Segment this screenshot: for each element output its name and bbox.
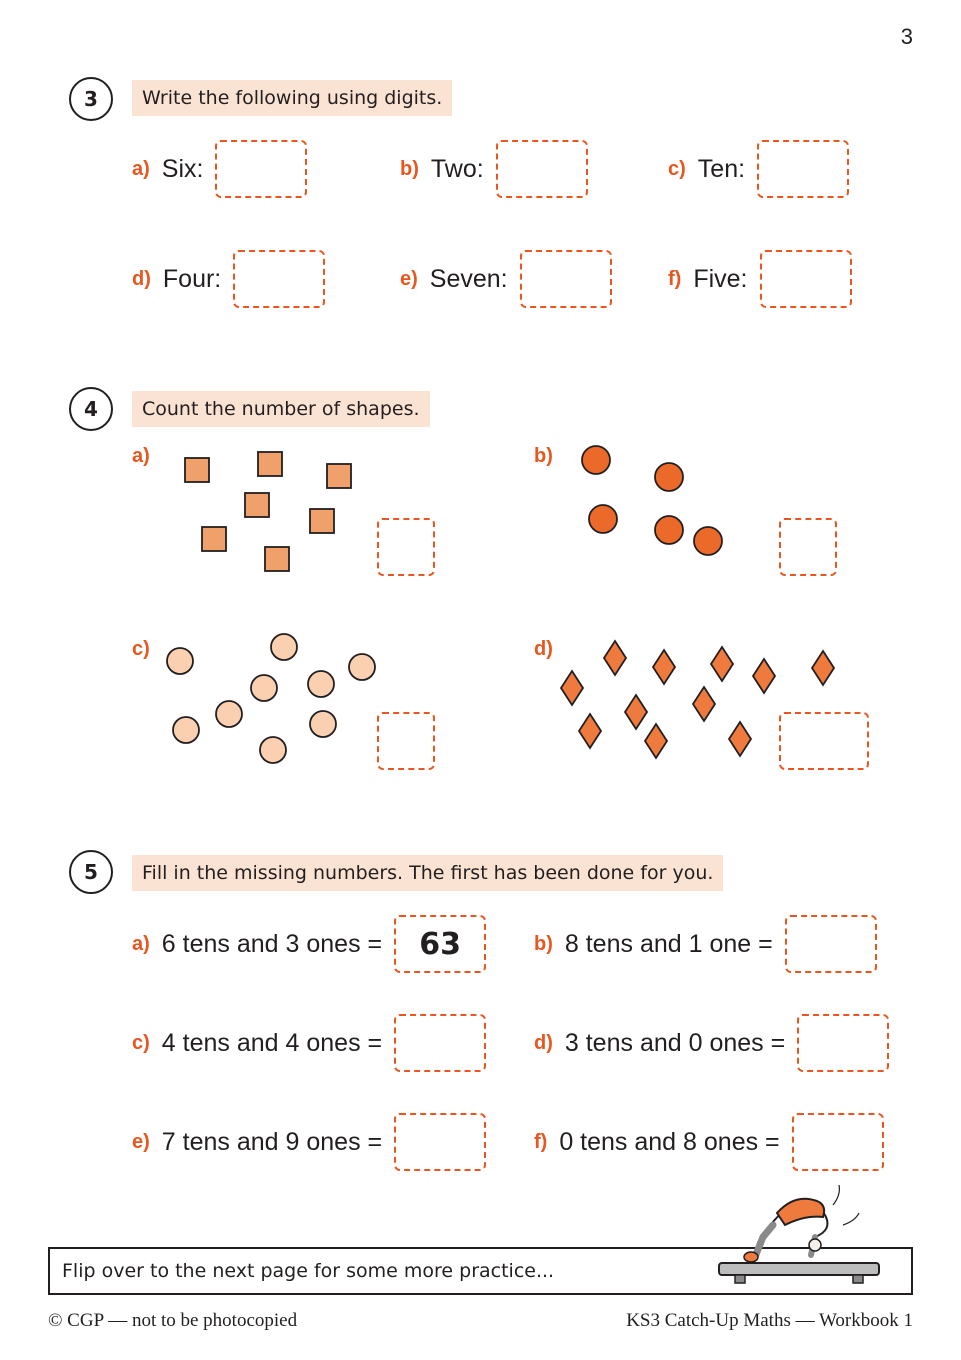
question-5-number: 5 <box>69 850 113 894</box>
item-text: 7 tens and 9 ones = <box>161 1127 383 1156</box>
q5-item-d <box>534 1014 889 1072</box>
diamond-shape <box>812 651 834 685</box>
q5-item-e <box>132 1113 486 1171</box>
item-label: b) <box>400 157 419 180</box>
circle-shape <box>694 527 722 555</box>
q4-label-d: d) <box>534 638 553 660</box>
answer-box[interactable] <box>394 1113 486 1171</box>
circle-shape <box>173 717 199 743</box>
item-text: Four: <box>162 264 222 293</box>
square-shape <box>202 527 226 551</box>
answer-box[interactable] <box>785 915 877 973</box>
practice-banner-text: Flip over to the next page for some more practice... <box>62 1260 555 1282</box>
balance-beam-icon <box>719 1263 879 1275</box>
answer-box[interactable] <box>394 1014 486 1072</box>
item-text: 0 tens and 8 ones = <box>559 1127 780 1156</box>
diamond-shape <box>693 687 715 721</box>
group-c-circles <box>167 634 375 763</box>
item-text: Six: <box>161 154 204 183</box>
circle-shape <box>167 648 193 674</box>
question-4-number: 4 <box>69 387 113 431</box>
item-label: a) <box>132 157 150 180</box>
q5-item-c <box>132 1014 486 1072</box>
item-label: c) <box>668 157 686 180</box>
q4-label-a: a) <box>132 445 150 467</box>
circle-shape <box>349 654 375 680</box>
item-text: 8 tens and 1 one = <box>564 929 773 958</box>
item-text: 6 tens and 3 ones = <box>161 929 383 958</box>
item-label: e) <box>400 267 418 290</box>
item-label: d) <box>132 267 151 290</box>
circle-shape <box>260 737 286 763</box>
q4-answer-b[interactable] <box>779 518 837 576</box>
page-number: 3 <box>900 24 913 49</box>
question-4-instruction: Count the number of shapes. <box>132 391 430 427</box>
item-label: d) <box>534 1031 553 1054</box>
question-3-number: 3 <box>69 77 113 121</box>
item-label: f) <box>534 1130 548 1153</box>
diamond-shape <box>625 695 647 729</box>
circle-shape <box>308 671 334 697</box>
square-shape <box>245 493 269 517</box>
q4-label-b: b) <box>534 445 553 467</box>
q4-answer-a[interactable] <box>377 518 435 576</box>
group-a-squares <box>185 452 351 571</box>
circle-shape <box>251 675 277 701</box>
circle-shape <box>655 516 683 544</box>
q5-item-f <box>534 1113 884 1171</box>
book-title: KS3 Catch-Up Maths — Workbook 1 <box>626 1310 913 1331</box>
circle-shape <box>655 463 683 491</box>
gymnast-illustration <box>715 1175 890 1285</box>
item-text: Five: <box>693 264 748 293</box>
circle-shape <box>216 701 242 727</box>
diamond-shape <box>729 722 751 756</box>
q4-answer-c[interactable] <box>377 712 435 770</box>
circle-shape <box>271 634 297 660</box>
square-shape <box>258 452 282 476</box>
square-shape <box>185 458 209 482</box>
circle-shape <box>310 711 336 737</box>
diamond-shape <box>711 647 733 681</box>
item-label: c) <box>132 1031 150 1054</box>
answer-box[interactable] <box>792 1113 884 1171</box>
copyright-notice: © CGP — not to be photocopied <box>48 1310 298 1331</box>
square-shape <box>265 547 289 571</box>
diamond-shape <box>604 641 626 675</box>
q4-answer-d[interactable] <box>779 712 869 770</box>
item-label: f) <box>668 267 682 290</box>
diamond-shape <box>645 724 667 758</box>
circle-shape <box>589 505 617 533</box>
item-label: a) <box>132 932 150 955</box>
q5-item-a <box>132 915 486 973</box>
item-label: b) <box>534 932 553 955</box>
group-b-circles <box>582 446 722 555</box>
item-text: Seven: <box>429 264 508 293</box>
q4-label-c: c) <box>132 638 150 660</box>
item-text: Two: <box>430 154 484 183</box>
item-label: e) <box>132 1130 150 1153</box>
item-text: 3 tens and 0 ones = <box>564 1028 786 1057</box>
square-shape <box>310 509 334 533</box>
diamond-shape <box>579 714 601 748</box>
diamond-shape <box>561 671 583 705</box>
question-5-instruction: Fill in the missing numbers. The first has been done for you. <box>132 855 723 891</box>
circle-shape <box>582 446 610 474</box>
item-text: 4 tens and 4 ones = <box>161 1028 383 1057</box>
square-shape <box>327 464 351 488</box>
answer-box[interactable] <box>797 1014 889 1072</box>
q5-item-b <box>534 915 877 973</box>
question-3-instruction: Write the following using digits. <box>132 80 452 116</box>
diamond-shape <box>653 650 675 684</box>
diamond-shape <box>753 659 775 693</box>
answer-box[interactable]: 63 <box>394 915 486 973</box>
item-text: Ten: <box>697 154 746 183</box>
